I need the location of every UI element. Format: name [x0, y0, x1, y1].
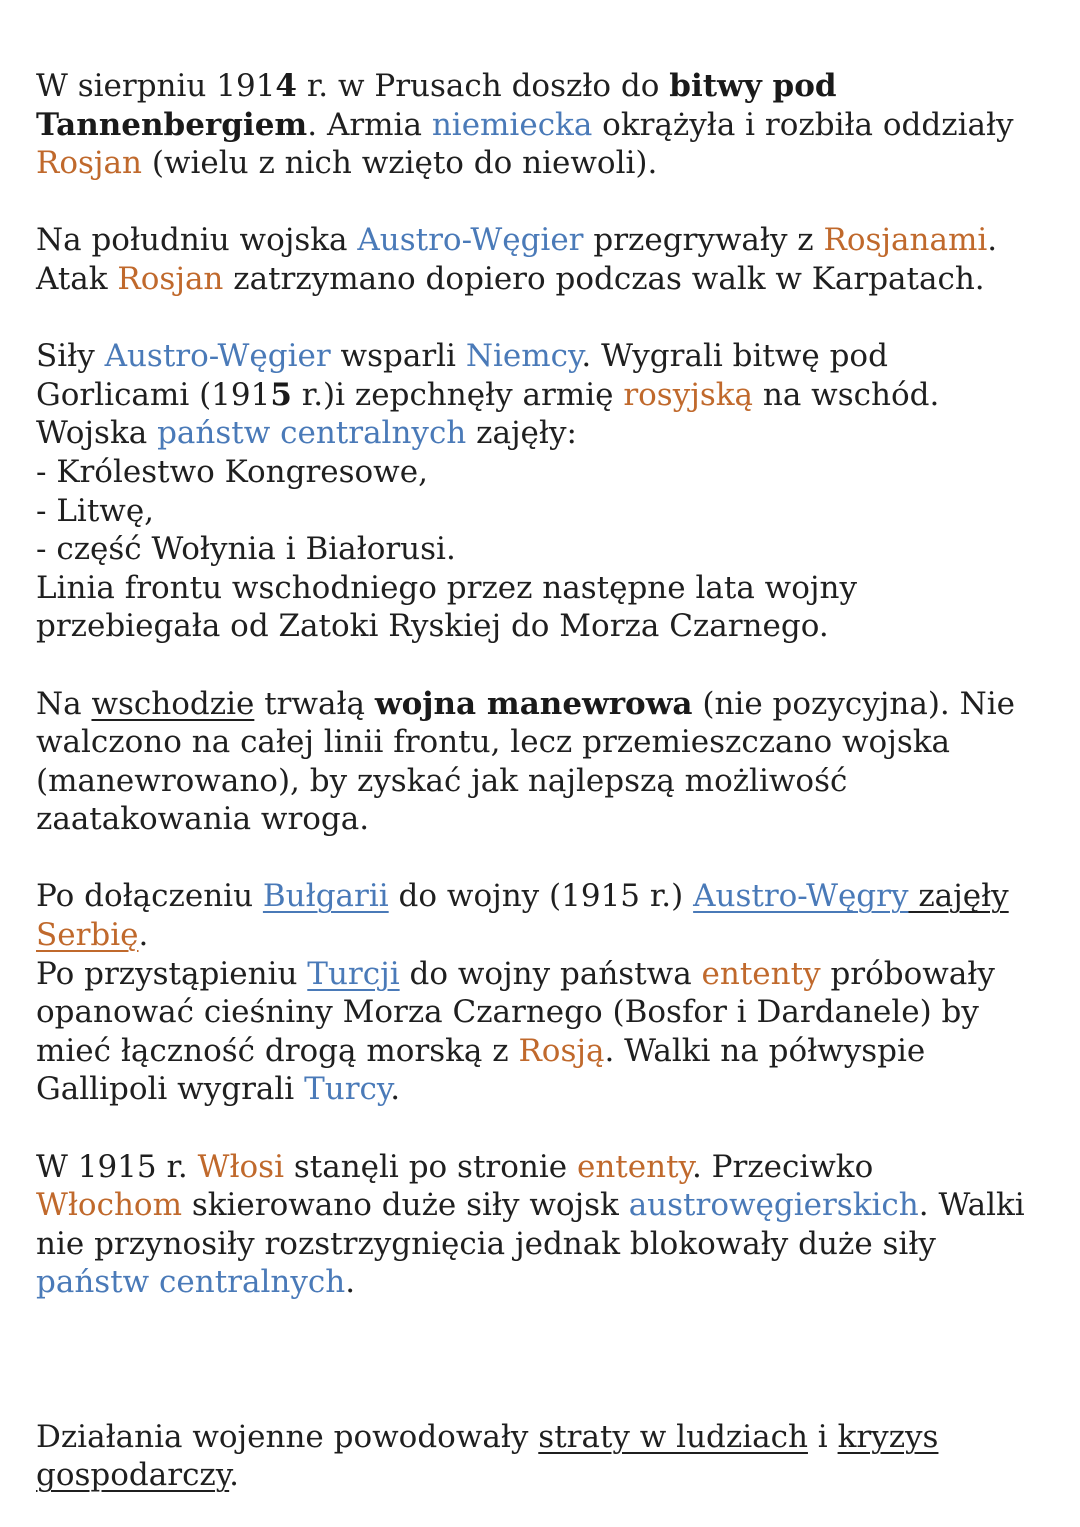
text-span: próbowały: [820, 955, 995, 992]
text-line: [36, 260, 1066, 299]
underlined-text: zajęły: [908, 878, 1009, 915]
text-span: r.)i zepchnęły armię: [291, 376, 624, 413]
text-line: [36, 1263, 1066, 1302]
text-span: .: [229, 1457, 240, 1494]
text-span: . Walki: [918, 1187, 1025, 1224]
highlight-orange: ententy: [701, 955, 821, 992]
text-line: (manewrowano), by zyskać jak najlepszą możliwość: [36, 762, 848, 799]
text-span: stanęli po stronie: [284, 1148, 577, 1185]
text-span: Gorlicami (191: [36, 376, 271, 413]
spacer: [36, 839, 1066, 878]
highlight-blue: Niemcy: [465, 338, 582, 375]
text-span: .: [345, 1264, 356, 1301]
text-span: do wojny państwa: [399, 955, 702, 992]
text-span: Po przystąpieniu: [36, 955, 308, 992]
text-span: Na południu wojska: [36, 222, 358, 259]
text-span: W sierpniu 191: [36, 68, 276, 104]
spacer: [36, 183, 1066, 222]
text-span: Wojska: [36, 415, 158, 452]
text-span: zajęły:: [466, 415, 577, 452]
text-line: [36, 1418, 1066, 1457]
highlight-orange: Rosją: [518, 1032, 605, 1069]
text-line: [36, 414, 1066, 453]
text-span: na wschód.: [753, 376, 940, 413]
highlight-orange: Rosjanami: [823, 222, 988, 259]
text-span: trwałą: [254, 685, 375, 722]
text-span: .: [390, 1071, 401, 1108]
text-span: do wojny (1915 r.): [388, 878, 694, 915]
underlined-text: straty w ludziach: [538, 1418, 808, 1455]
text-line: [36, 221, 1066, 260]
highlight-blue-underlined: Bułgarii: [262, 878, 389, 915]
highlight-orange: Włochom: [36, 1187, 182, 1224]
highlight-orange-underlined: Serbię: [36, 917, 139, 954]
text-line: [36, 144, 1066, 183]
bold-text: 5: [270, 376, 292, 413]
text-line: [36, 67, 1066, 106]
spacer: [36, 646, 1066, 685]
highlight-blue: państw centralnych: [157, 415, 467, 452]
text-span: wsparli: [330, 338, 466, 375]
bold-text: Tannenbergiem: [36, 106, 308, 143]
text-span: r. w Prusach doszło do: [297, 68, 670, 104]
text-line: [36, 1148, 1066, 1187]
text-span: i: [807, 1418, 838, 1455]
text-span: przegrywały z: [583, 222, 824, 259]
highlight-orange: Włosi: [197, 1148, 284, 1185]
text-line: walczono na całej linii frontu, lecz przemieszczano wojska: [36, 724, 951, 761]
text-line: przebiegała od Zatoki Ryskiej do Morza Czarnego.: [36, 608, 829, 645]
text-line: [36, 1032, 1066, 1071]
underlined-text: wschodzie: [91, 685, 255, 722]
text-span: . Walki na półwyspie: [604, 1032, 926, 1069]
text-span: Po dołączeniu: [36, 878, 263, 915]
bold-text: wojna manewrowa: [374, 685, 693, 722]
text-span: .: [987, 222, 998, 259]
text-span: Działania wojenne powodowały: [36, 1418, 539, 1455]
text-span: . Przeciwko: [691, 1148, 874, 1185]
text-span: zatrzymano dopiero podczas walk w Karpatach.: [223, 260, 985, 297]
text-span: Siły: [36, 338, 105, 375]
bold-text: 4: [275, 68, 297, 104]
highlight-blue: niemiecka: [431, 106, 593, 143]
text-line: [36, 1186, 1066, 1225]
highlight-blue-underlined: Turcji: [307, 955, 400, 992]
spacer: [36, 1109, 1066, 1148]
paragraph-eastern-front: [36, 685, 1066, 839]
highlight-orange: rosyjską: [623, 376, 754, 413]
spacer: [36, 299, 1066, 338]
text-span: (nie pozycyjna). Nie: [692, 685, 1016, 722]
text-line: Linia frontu wschodniego przez następne lata wojny: [36, 569, 857, 606]
text-line: zaatakowania wroga.: [36, 801, 370, 838]
text-span: Gallipoli wygrali: [36, 1071, 305, 1108]
list-item: - Litwę,: [36, 492, 155, 529]
text-line: [36, 1070, 1066, 1109]
text-span: Na: [36, 685, 92, 722]
highlight-orange: Rosjan: [117, 260, 224, 297]
text-line: [36, 337, 1066, 376]
highlight-blue: Austro-Węgier: [357, 222, 584, 259]
text-span: . Wygrali bitwę pod: [581, 338, 888, 375]
list-item: - Królestwo Kongresowe,: [36, 453, 428, 490]
list-item: - część Wołynia i Białorusi.: [36, 531, 456, 568]
text-span: okrążyła i rozbiła oddziały: [592, 106, 1014, 143]
text-line: opanować cieśniny Morza Czarnego (Bosfor i Dardanele) by: [36, 994, 979, 1031]
underlined-text: gospodarczy: [36, 1457, 230, 1494]
text-line: nie przynosiły rozstrzygnięcia jednak blokowały duże siły: [36, 1225, 936, 1262]
text-span: .: [138, 917, 149, 954]
bold-text: bitwy pod: [669, 68, 837, 104]
document-page: [36, 67, 1066, 1495]
spacer: [36, 1302, 1066, 1418]
highlight-blue-underlined: Austro-Węgry: [693, 878, 909, 915]
text-line: [36, 106, 1066, 145]
paragraph-italy: [36, 1148, 1066, 1302]
text-span: . Armia: [307, 106, 432, 143]
paragraph-south-front: [36, 221, 1066, 298]
text-line: [36, 877, 1066, 916]
highlight-blue: austrowęgierskich: [628, 1187, 919, 1224]
text-line: [36, 1456, 1066, 1495]
text-span: Atak: [36, 260, 118, 297]
text-line: [36, 685, 1066, 724]
paragraph-tannenberg: [36, 67, 1066, 183]
paragraph-gorlice: [36, 337, 1066, 646]
highlight-blue: Austro-Węgier: [104, 338, 331, 375]
text-line: [36, 376, 1066, 415]
text-span: mieć łączność drogą morską z: [36, 1032, 519, 1069]
highlight-blue: Turcy: [304, 1071, 391, 1108]
text-line: [36, 955, 1066, 994]
paragraph-consequences: [36, 1418, 1066, 1495]
paragraph-balkans: [36, 877, 1066, 1109]
text-line: [36, 916, 1066, 955]
text-span: skierowano duże siły wojsk: [181, 1187, 629, 1224]
highlight-blue: państw centralnych: [36, 1264, 346, 1301]
highlight-orange: ententy: [577, 1148, 692, 1185]
text-span: (wielu z nich wzięto do niewoli).: [141, 145, 658, 182]
underlined-text: kryzys: [837, 1418, 939, 1455]
text-span: W 1915 r.: [36, 1148, 198, 1185]
highlight-orange: Rosjan: [36, 145, 142, 182]
